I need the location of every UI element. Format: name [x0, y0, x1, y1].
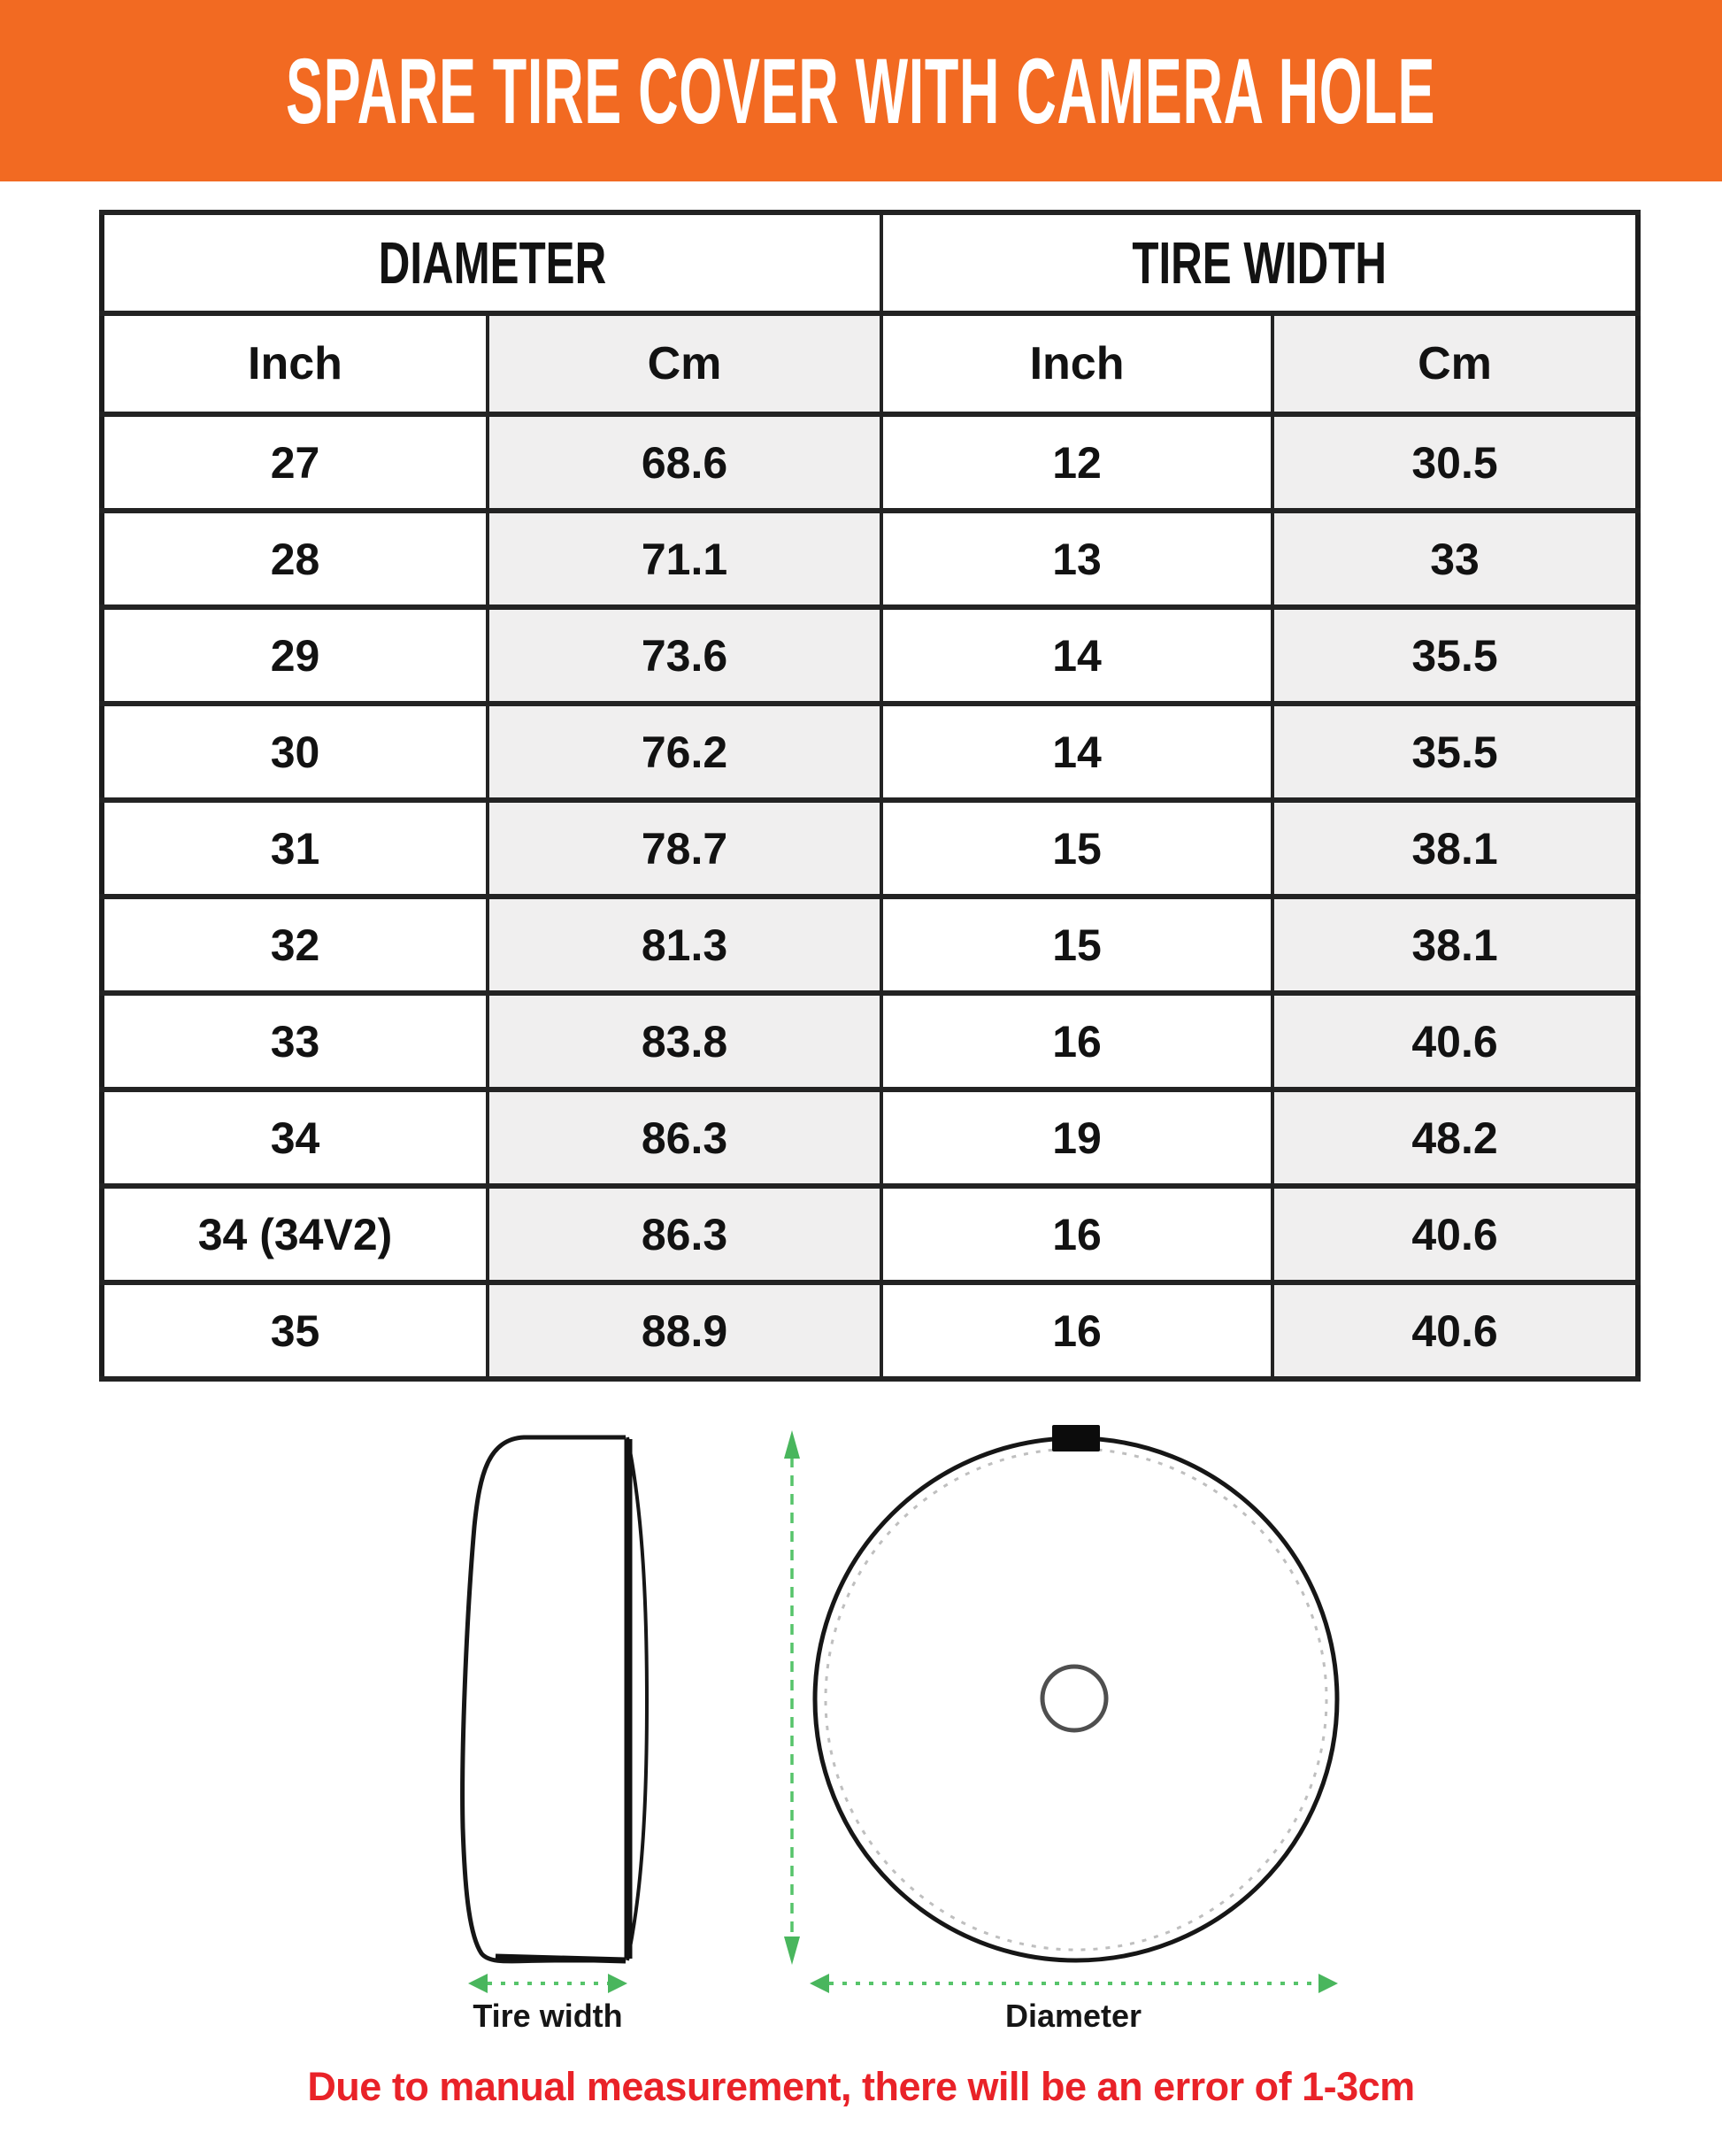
- subheader-row: [102, 313, 1638, 414]
- page-title: SPARE TIRE COVER WITH CAMERA HOLE: [286, 38, 1436, 142]
- table-cell: 15: [881, 800, 1272, 897]
- diameter-cm-header: Cm: [488, 313, 881, 414]
- table-cell: 32: [102, 897, 488, 993]
- camera-hole: [1042, 1667, 1106, 1730]
- table-cell: 76.2: [488, 704, 881, 800]
- arrow-left-icon: [810, 1974, 829, 1993]
- table-cell: 40.6: [1272, 993, 1638, 1090]
- table-cell: 31: [102, 800, 488, 897]
- arrow-right-icon: [608, 1974, 627, 1993]
- tire-diagram: [0, 1381, 1722, 2053]
- table-cell: 40.6: [1272, 1282, 1638, 1379]
- table-cell: 35.5: [1272, 704, 1638, 800]
- column-group-diameter: [102, 212, 881, 313]
- tire-width-arrow: [468, 1974, 627, 1993]
- diameter-vertical-arrow: [784, 1430, 800, 1965]
- tire-front-view-diagram: [815, 1425, 1337, 1960]
- column-group-tire-width: [881, 212, 1638, 313]
- table-cell: 14: [881, 704, 1272, 800]
- table-cell: 34 (34V2): [102, 1186, 488, 1282]
- hanging-tab: [1052, 1425, 1100, 1451]
- arrow-right-icon: [1318, 1974, 1338, 1993]
- table-cell: 88.9: [488, 1282, 881, 1379]
- table-cell: 29: [102, 607, 488, 704]
- table-row: [102, 800, 1638, 897]
- table-cell: 15: [881, 897, 1272, 993]
- table-row: [102, 1186, 1638, 1282]
- table-cell: 86.3: [488, 1186, 881, 1282]
- diameter-label: Diameter: [1004, 1998, 1142, 2034]
- table-cell: 19: [881, 1090, 1272, 1186]
- table-row: [102, 704, 1638, 800]
- table-cell: 13: [881, 511, 1272, 607]
- title-banner: [0, 0, 1722, 181]
- table-row: [102, 511, 1638, 607]
- table-row: [102, 607, 1638, 704]
- table-row: [102, 897, 1638, 993]
- tire-width-inch-header: Inch: [881, 313, 1272, 414]
- arrow-down-icon: [784, 1937, 800, 1965]
- table-cell: 34: [102, 1090, 488, 1186]
- table-cell: 38.1: [1272, 897, 1638, 993]
- table-cell: 81.3: [488, 897, 881, 993]
- table-cell: 86.3: [488, 1090, 881, 1186]
- measurement-note: Due to manual measurement, there will be an error of 1-3cm: [307, 2064, 1415, 2109]
- table-cell: 16: [881, 1282, 1272, 1379]
- column-group-row: [102, 212, 1638, 313]
- table-cell: 30.5: [1272, 414, 1638, 511]
- diameter-inch-header: Inch: [102, 313, 488, 414]
- table-cell: 71.1: [488, 511, 881, 607]
- table-cell: 28: [102, 511, 488, 607]
- tire-width-label: Tire width: [473, 1998, 623, 2034]
- arrow-left-icon: [468, 1974, 488, 1993]
- table-cell: 27: [102, 414, 488, 511]
- table-row: [102, 993, 1638, 1090]
- table-cell: 33: [102, 993, 488, 1090]
- diameter-group-label: DIAMETER: [378, 229, 606, 296]
- size-chart-table: [99, 210, 1641, 1382]
- table-cell: 30: [102, 704, 488, 800]
- table-cell: 38.1: [1272, 800, 1638, 897]
- tire-side-view-diagram: [463, 1437, 647, 1961]
- tire-width-group-label: TIRE WIDTH: [1132, 229, 1387, 296]
- table-cell: 40.6: [1272, 1186, 1638, 1282]
- table-row: [102, 1282, 1638, 1379]
- table-cell: 33: [1272, 511, 1638, 607]
- table-cell: 68.6: [488, 414, 881, 511]
- arrow-up-icon: [784, 1430, 800, 1459]
- table-cell: 48.2: [1272, 1090, 1638, 1186]
- table-cell: 35.5: [1272, 607, 1638, 704]
- table-row: [102, 1090, 1638, 1186]
- table-cell: 12: [881, 414, 1272, 511]
- table-cell: 35: [102, 1282, 488, 1379]
- tire-width-cm-header: Cm: [1272, 313, 1638, 414]
- table-cell: 73.6: [488, 607, 881, 704]
- table-cell: 14: [881, 607, 1272, 704]
- table-row: [102, 414, 1638, 511]
- table-cell: 16: [881, 1186, 1272, 1282]
- table-cell: 78.7: [488, 800, 881, 897]
- diameter-arrow: [810, 1974, 1338, 1993]
- table-cell: 83.8: [488, 993, 881, 1090]
- table-cell: 16: [881, 993, 1272, 1090]
